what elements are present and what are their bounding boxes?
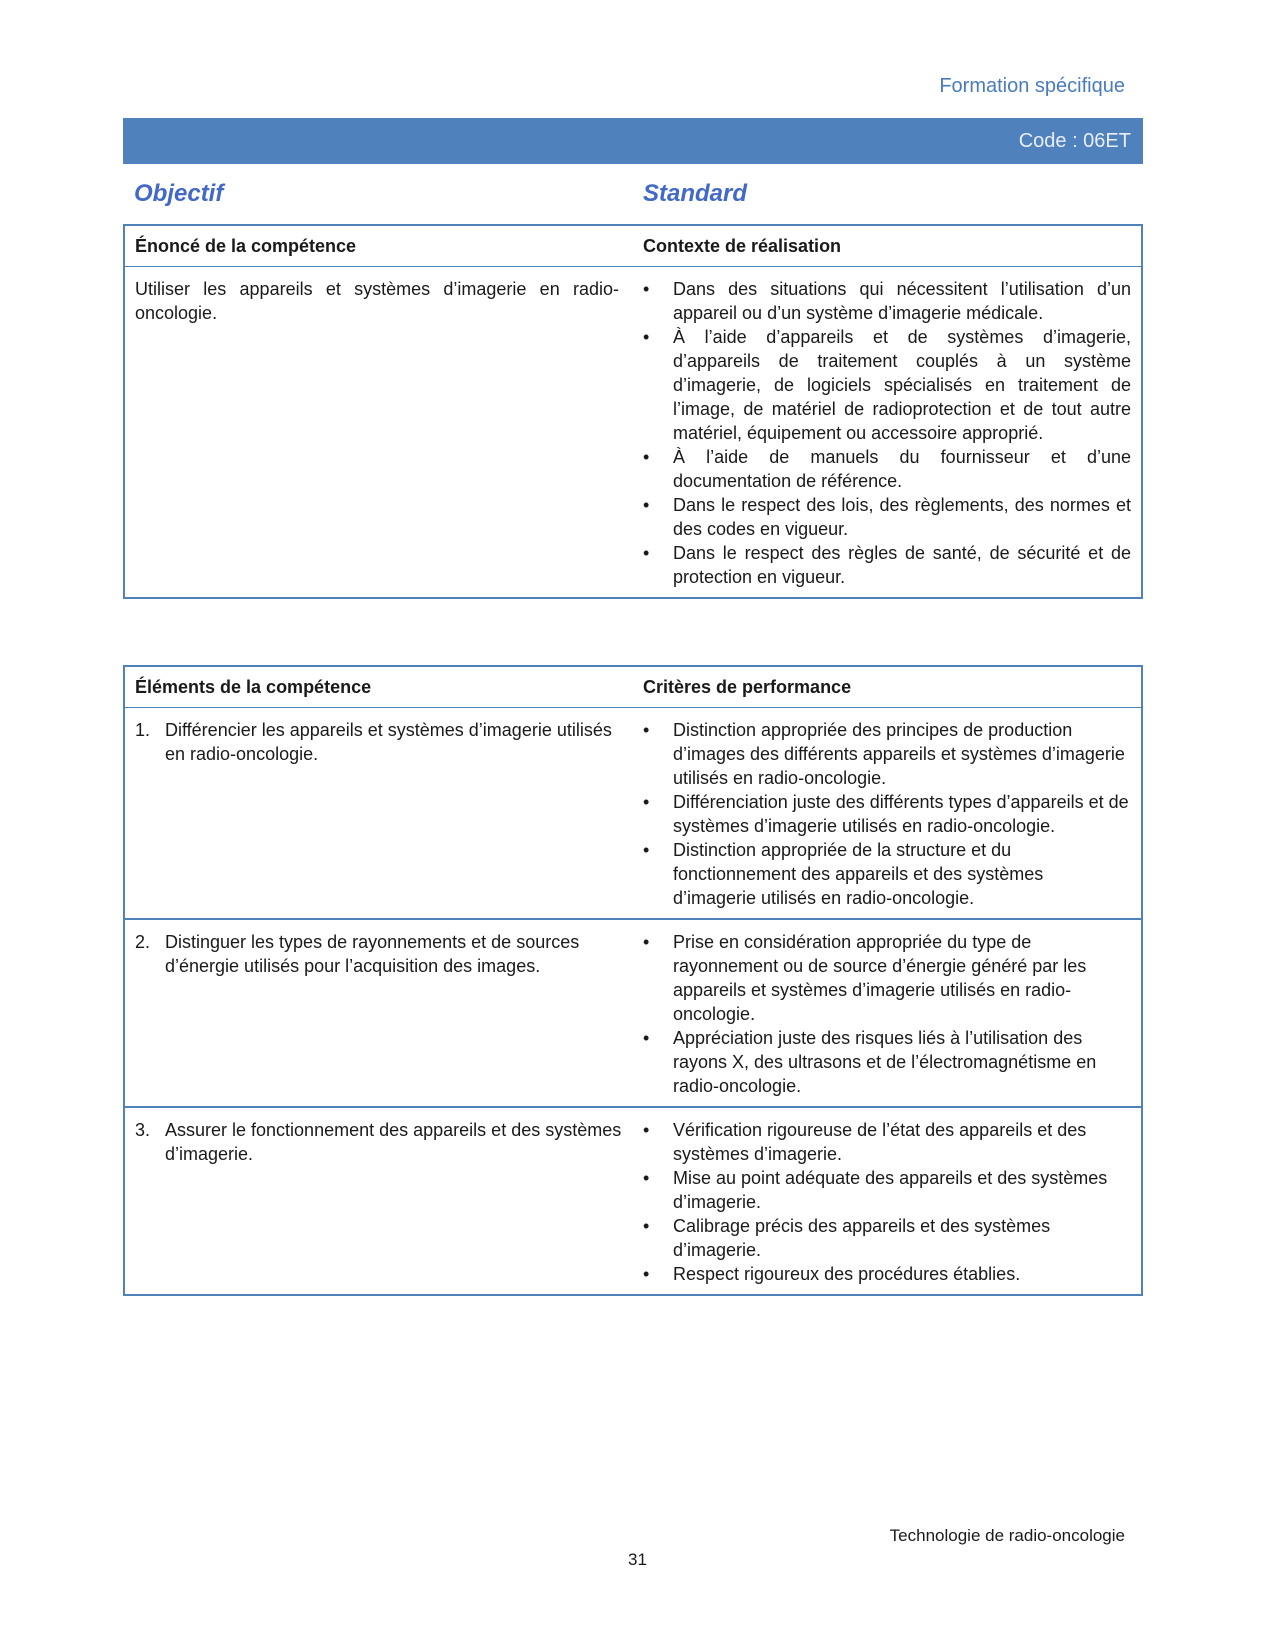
table-row	[124, 708, 1142, 920]
element-number: 1.	[135, 720, 151, 740]
criteria-item: • Calibrage précis des appareils et des systèmes d’imagerie.	[643, 1214, 1131, 1262]
criteria-list	[643, 718, 1131, 910]
element-item	[135, 1118, 623, 1166]
criteria-item: • Appréciation juste des risques liés à l’utilisation des rayons X, des ultrasons et de l’électromagnétisme en radio-oncologie.	[643, 1026, 1131, 1098]
criteria-item: • Vérification rigoureuse de l’état des appareils et des systèmes d’imagerie.	[643, 1118, 1131, 1166]
criteria-item: • Distinction appropriée des principes de production d’images des différents appareils et systèmes d’imagerie utilisés en radio-oncologie.	[643, 718, 1131, 790]
competency-code: Code : 06ET	[1018, 130, 1131, 152]
criteria-header: Critères de performance	[633, 666, 1142, 708]
statement-context-table	[123, 224, 1143, 599]
element-text: Différencier les appareils et systèmes d’imagerie utilisés en radio-oncologie.	[165, 720, 612, 764]
context-header: Contexte de réalisation	[633, 225, 1142, 267]
criteria-item: • Mise au point adéquate des appareils et des systèmes d’imagerie.	[643, 1166, 1131, 1214]
context-item: • À l’aide d’appareils et de systèmes d’imagerie, d’appareils de traitement couplés à un système d’imagerie, de logiciels spécialisés en traitement de l’image, de matériel de radioprotection et de tout autre matériel, équipement ou accessoire approprié.	[643, 325, 1131, 445]
context-item: • À l’aide de manuels du fournisseur et d’une documentation de référence.	[643, 445, 1131, 493]
competency-statement: Utiliser les appareils et systèmes d’imagerie en radio-oncologie.	[135, 279, 619, 323]
criteria-list	[643, 1118, 1131, 1286]
section-title: Formation spécifique	[939, 75, 1125, 97]
element-item	[135, 718, 623, 766]
criteria-list	[643, 930, 1131, 1098]
criteria-item: • Respect rigoureux des procédures établies.	[643, 1262, 1131, 1286]
element-item	[135, 930, 623, 978]
context-list	[643, 277, 1131, 589]
standard-heading: Standard	[643, 180, 748, 207]
context-item: • Dans le respect des lois, des règlements, des normes et des codes en vigueur.	[643, 493, 1131, 541]
page-number: 31	[628, 1550, 647, 1569]
code-bar	[123, 118, 1143, 164]
program-name: Technologie de radio-oncologie	[889, 1526, 1125, 1545]
context-item: • Dans le respect des règles de santé, de sécurité et de protection en vigueur.	[643, 541, 1131, 589]
section-headings	[134, 180, 1144, 210]
statement-header: Énoncé de la compétence	[124, 225, 633, 267]
context-item: • Dans des situations qui nécessitent l’utilisation d’un appareil ou d’un système d’imagerie médicale.	[643, 277, 1131, 325]
criteria-item: • Distinction appropriée de la structure et du fonctionnement des appareils et des systèmes d’imagerie utilisés en radio-oncologie.	[643, 838, 1131, 910]
element-text: Assurer le fonctionnement des appareils et des systèmes d’imagerie.	[165, 1120, 622, 1164]
element-number: 3.	[135, 1120, 151, 1140]
element-number: 2.	[135, 932, 151, 952]
criteria-item: • Prise en considération appropriée du type de rayonnement ou de source d’énergie généré par les appareils et systèmes d’imagerie utilisés en radio-oncologie.	[643, 930, 1131, 1026]
objective-heading: Objectif	[134, 180, 224, 207]
elements-header: Éléments de la compétence	[124, 666, 633, 708]
criteria-item: • Différenciation juste des différents types d’appareils et de systèmes d’imagerie utilisés en radio-oncologie.	[643, 790, 1131, 838]
element-text: Distinguer les types de rayonnements et de sources d’énergie utilisés pour l’acquisition des images.	[165, 932, 580, 976]
table-row	[124, 1107, 1142, 1295]
elements-criteria-table	[123, 665, 1143, 1296]
table-row	[124, 919, 1142, 1107]
